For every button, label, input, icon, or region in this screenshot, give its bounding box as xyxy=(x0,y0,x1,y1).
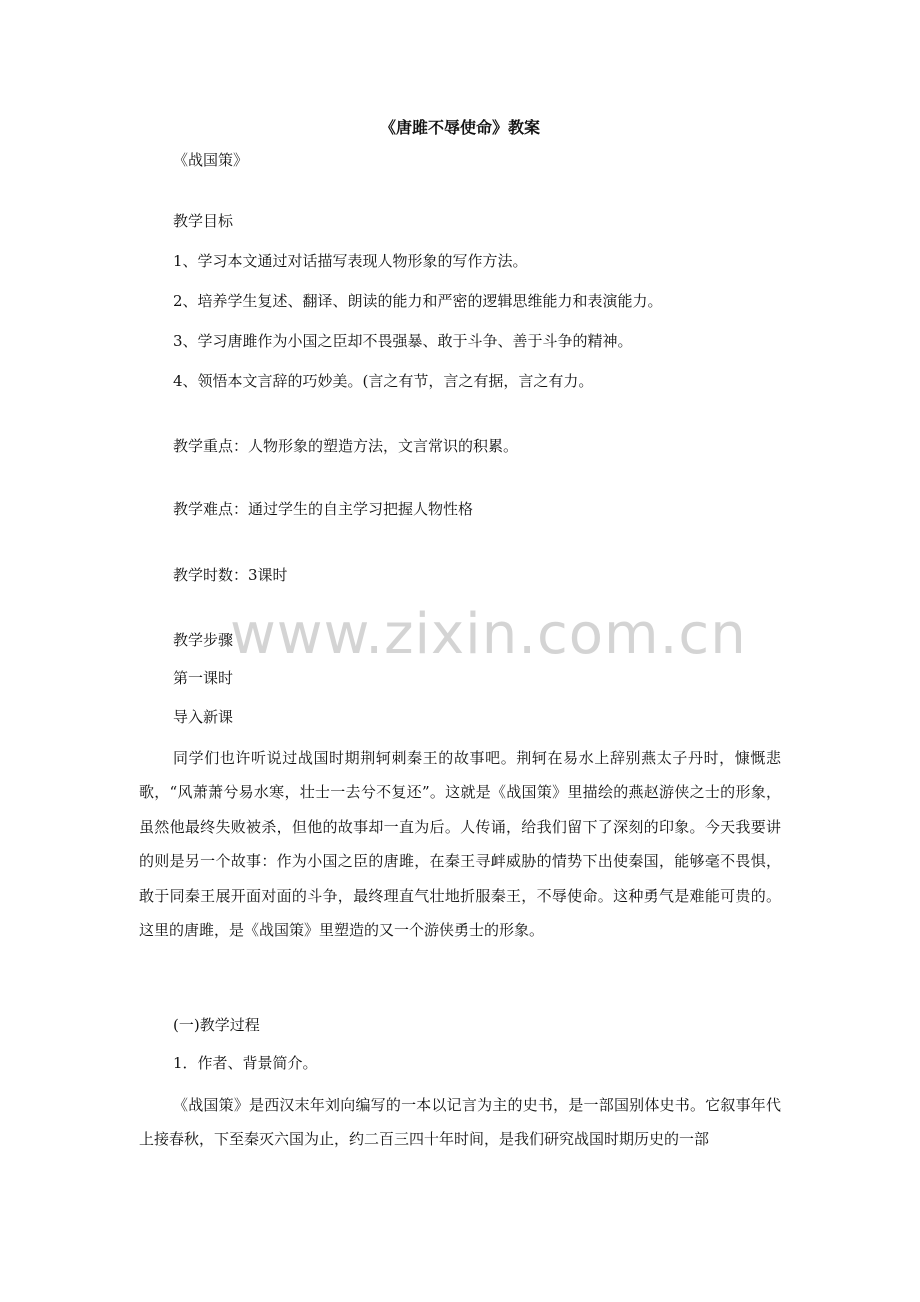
lesson-one-heading: 第一课时 xyxy=(173,669,234,687)
key-points: 教学重点：人物形象的塑造方法，文言常识的积累。 xyxy=(173,437,519,455)
intro-paragraph: 同学们也许听说过战国时期荆轲刺秦王的故事吧。荆轲在易水上辞别燕太子丹时，慷慨悲歌，“风萧萧兮易水寒，壮士一去兮不复还”。这就是《战国策》里描绘的燕赵游侠之士的形象，虽然他最终失败被杀，但他的故事却一直为后。人传诵，给我们留下了深刻的印象。今天我要讲的则是另一个故事：作为小国之臣的唐雎，在秦王寻衅威胁的情势下出使秦国，能够毫不畏惧，敢于同秦王展开面对面的斗争，最终理直气壮地折服秦王，不辱使命。这种勇气是难能可贵的。这里的唐雎，是《战国策》里塑造的又一个游侠勇士的形象。 xyxy=(139,749,781,940)
watermark: www.zixin.com.cn xyxy=(230,602,747,667)
objective-item: 1、学习本文通过对话描写表现人物形象的写作方法。 xyxy=(173,252,528,270)
background-paragraph: 《战国策》是西汉末年刘向编写的一本以记言为主的史书，是一部国别体史书。它叙事年代上接春秋，下至秦灭六国为止，约二百三四十年时间，是我们研究战国时期历史的一部 xyxy=(139,1096,781,1149)
document-title: 《唐雎不辱使命》教案 xyxy=(379,118,540,137)
objective-item: 4、领悟本文言辞的巧妙美。(言之有节，言之有据，言之有力。 xyxy=(173,372,594,390)
steps-heading: 教学步骤 xyxy=(173,631,234,649)
objective-item: 2、培养学生复述、翻译、朗读的能力和严密的逻辑思维能力和表演能力。 xyxy=(173,292,663,310)
objective-item: 3、学习唐雎作为小国之臣却不畏强暴、敢于斗争、善于斗争的精神。 xyxy=(173,332,633,350)
teaching-hours: 教学时数：3课时 xyxy=(173,566,288,584)
section-heading: 1．作者、背景简介。 xyxy=(173,1054,318,1072)
difficulties: 教学难点：通过学生的自主学习把握人物性格 xyxy=(173,500,474,518)
source-line: 《战国策》 xyxy=(173,151,249,169)
process-heading: (一)教学过程 xyxy=(173,1016,260,1034)
objectives-heading: 教学目标 xyxy=(173,212,234,230)
intro-heading: 导入新课 xyxy=(173,708,234,726)
